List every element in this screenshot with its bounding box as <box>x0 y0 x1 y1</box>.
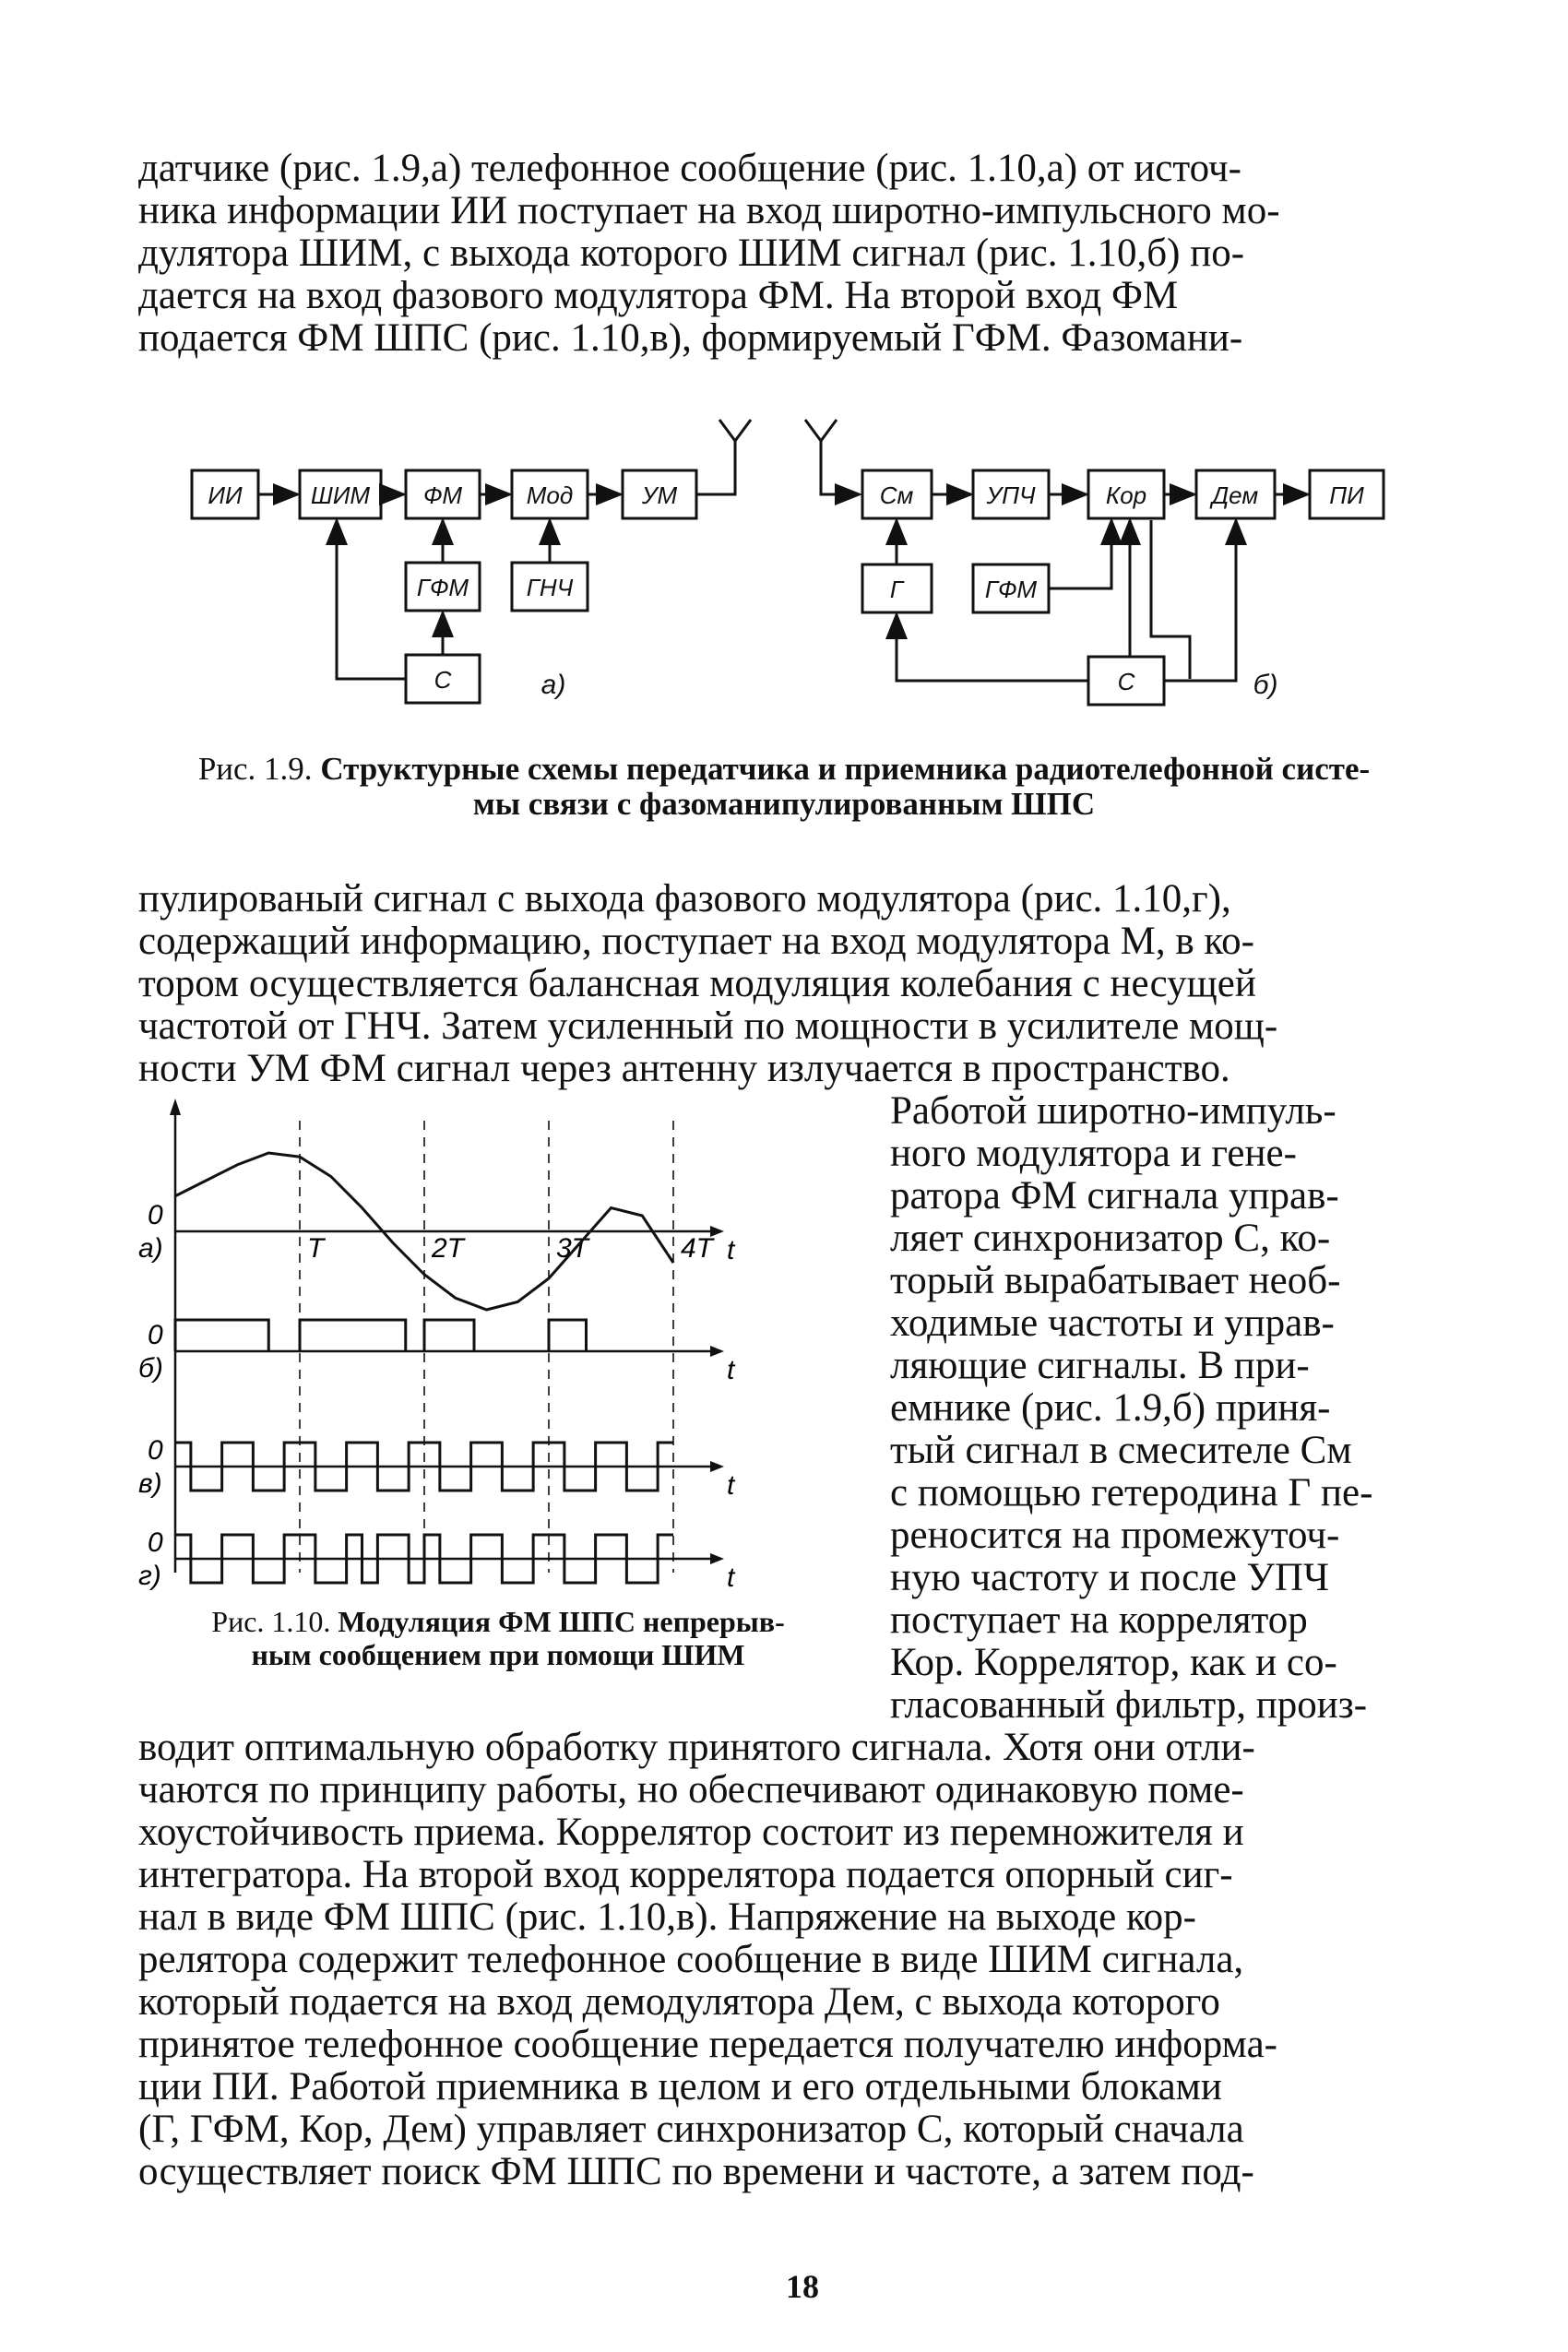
text-line: емнике (рис. 1.9,б) приня- <box>890 1386 1331 1430</box>
text-line: чаются по принципу работы, но обеспечивают одинаковую поме- <box>138 1768 1244 1812</box>
text-line: тором осуществляется балансная модуляция колебания с несущей <box>138 962 1256 1005</box>
caption-text: Структурные схемы передатчика и приемника радиотелефонной систе- <box>320 751 1371 787</box>
text-line: ляющие сигналы. В при- <box>890 1344 1310 1387</box>
pwm-pulse <box>175 1320 268 1351</box>
text-line: подается ФМ ШПС (рис. 1.10,в), формируемый ГФМ. Фазомани- <box>138 316 1243 360</box>
label-dem: Дем <box>1211 481 1259 509</box>
pwm-pulse <box>424 1320 474 1351</box>
text-line: который подается на вход демодулятора Дем, с выхода которого <box>138 1980 1220 2024</box>
caption-line: ным сообщением при помощи ШИМ <box>251 1638 745 1671</box>
text-line: Работой широтно-импуль- <box>890 1089 1336 1133</box>
label-s-tx: С <box>434 666 452 694</box>
panel-label: б) <box>138 1353 163 1384</box>
text-line: дается на вход фазового модулятора ФМ. На второй вход ФМ <box>138 274 1179 317</box>
x-axis-arrow <box>710 1461 724 1472</box>
text-line: ную частоту и после УПЧ <box>890 1556 1329 1599</box>
paragraph-middle <box>138 878 1430 1090</box>
panel-label: г) <box>138 1561 161 1591</box>
caption-line <box>138 1605 858 1638</box>
caption-number: Рис. 1.9. <box>197 751 313 787</box>
page-number: 18 <box>786 2268 819 2305</box>
axis-label-zero: 0 <box>148 1200 163 1230</box>
figure-1-9-caption <box>138 752 1430 822</box>
label-ii: ИИ <box>208 481 243 509</box>
paragraph-top <box>138 148 1430 360</box>
text-line: ляет синхронизатор С, ко- <box>890 1217 1331 1260</box>
figure-1-10-caption <box>138 1605 858 1671</box>
text-line: реносится на промежуточ- <box>890 1514 1340 1557</box>
text-line: гласованный фильтр, произ- <box>890 1683 1368 1727</box>
axis-label-zero: 0 <box>148 1435 163 1466</box>
label-tag-a: а) <box>540 670 566 700</box>
y-axis-arrow <box>170 1099 181 1115</box>
text-line: пулированый сигнал с выхода фазового модулятора (рис. 1.10,г), <box>138 877 1231 921</box>
caption-line: мы связи с фазоманипулированным ШПС <box>472 786 1096 822</box>
tick-label: 4T <box>681 1233 714 1264</box>
text-line: содержащий информацию, поступает на вход модулятора М, в ко- <box>138 920 1254 963</box>
axis-label-t: t <box>727 1562 735 1591</box>
text-line: поступает на коррелятор <box>890 1598 1308 1642</box>
label-gnch: ГНЧ <box>526 574 574 601</box>
label-s-rx: С <box>1117 668 1135 695</box>
label-gfm-tx: ГФМ <box>416 574 469 601</box>
text-line: ратора ФМ сигнала управ- <box>890 1174 1339 1218</box>
axis-label-zero: 0 <box>148 1320 163 1350</box>
text-line: принятое телефонное сообщение передается получателю информа- <box>138 2023 1277 2066</box>
x-axis-arrow <box>710 1553 724 1564</box>
label-pi: ПИ <box>1329 481 1364 509</box>
text-line: Кор. Коррелятор, как и со- <box>890 1641 1337 1684</box>
label-fm-tx: ФМ <box>422 481 463 509</box>
text-line: ции ПИ. Работой приемника в целом и его отдельными блоками <box>138 2065 1222 2108</box>
label-mod: Мод <box>526 481 574 509</box>
text-line: хоустойчивость приема. Коррелятор состоит из перемножителя и <box>138 1811 1244 1854</box>
pwm-pulse <box>549 1320 587 1351</box>
label-g: Г <box>889 576 904 603</box>
x-axis-arrow <box>710 1346 724 1357</box>
text-line: нал в виде ФМ ШПС (рис. 1.10,в). Напряжение на выходе кор- <box>138 1895 1196 1939</box>
text-line: ности УМ ФМ сигнал через антенну излучается в пространство. <box>138 1047 1230 1090</box>
text-line: тый сигнал в смесителе См <box>890 1429 1352 1472</box>
text-line: интегратора. На второй вход коррелятора подается опорный сиг- <box>138 1853 1233 1896</box>
axis-label-t: t <box>727 1355 735 1385</box>
caption-text: Модуляция ФМ ШПС непрерыв- <box>338 1605 785 1638</box>
label-kor: Кор <box>1105 481 1147 509</box>
axis-label-t: t <box>727 1235 735 1265</box>
paragraph-bottom <box>138 1727 1430 2193</box>
text-line: ного модулятора и гене- <box>890 1132 1297 1175</box>
panel-label: а) <box>138 1233 163 1264</box>
label-shim: ШИМ <box>310 481 371 509</box>
caption-number: Рис. 1.10. <box>211 1605 331 1638</box>
axis-label-t: t <box>727 1470 735 1501</box>
text-line: релятора содержит телефонное сообщение в виде ШИМ сигнала, <box>138 1938 1244 1981</box>
pwm-pulse <box>300 1320 406 1351</box>
tick-label: 3T <box>556 1233 589 1264</box>
text-line: осуществляет поиск ФМ ШПС по времени и частоте, а затем под- <box>138 2150 1254 2193</box>
label-upch: УПЧ <box>986 481 1036 509</box>
label-tag-b: б) <box>1253 670 1278 700</box>
figure-1-9-diagram <box>0 397 1568 747</box>
caption-line <box>138 752 1430 787</box>
text-line: датчике (рис. 1.9,а) телефонное сообщение (рис. 1.10,а) от источ- <box>138 147 1241 190</box>
text-line: ника информации ИИ поступает на вход широтно-импульсного мо- <box>138 189 1280 232</box>
text-line: торый вырабатывает необ- <box>890 1259 1341 1302</box>
text-line: частотой от ГНЧ. Затем усиленный по мощности в усилителе мощ- <box>138 1004 1278 1048</box>
label-gfm-rx: ГФМ <box>984 576 1038 603</box>
text-line: (Г, ГФМ, Кор, Дем) управляет синхронизатор С, который сначала <box>138 2108 1244 2151</box>
text-line: дулятора ШИМ, с выхода которого ШИМ сигнал (рис. 1.10,б) по- <box>138 232 1245 275</box>
tick-label: 2T <box>432 1233 465 1264</box>
axis-label-zero: 0 <box>148 1527 163 1558</box>
tick-label: T <box>307 1233 325 1264</box>
panel-label: в) <box>138 1468 162 1499</box>
text-line: с помощью гетеродина Г пе- <box>890 1471 1373 1515</box>
figure-1-10-chart <box>138 1093 858 1591</box>
paragraph-right <box>890 1090 1430 1727</box>
label-um: УМ <box>641 481 678 509</box>
label-sm: См <box>879 481 914 509</box>
text-line: ходимые частоты и управ- <box>890 1301 1335 1345</box>
text-line: водит оптимальную обработку принятого сигнала. Хотя они отли- <box>138 1726 1255 1769</box>
